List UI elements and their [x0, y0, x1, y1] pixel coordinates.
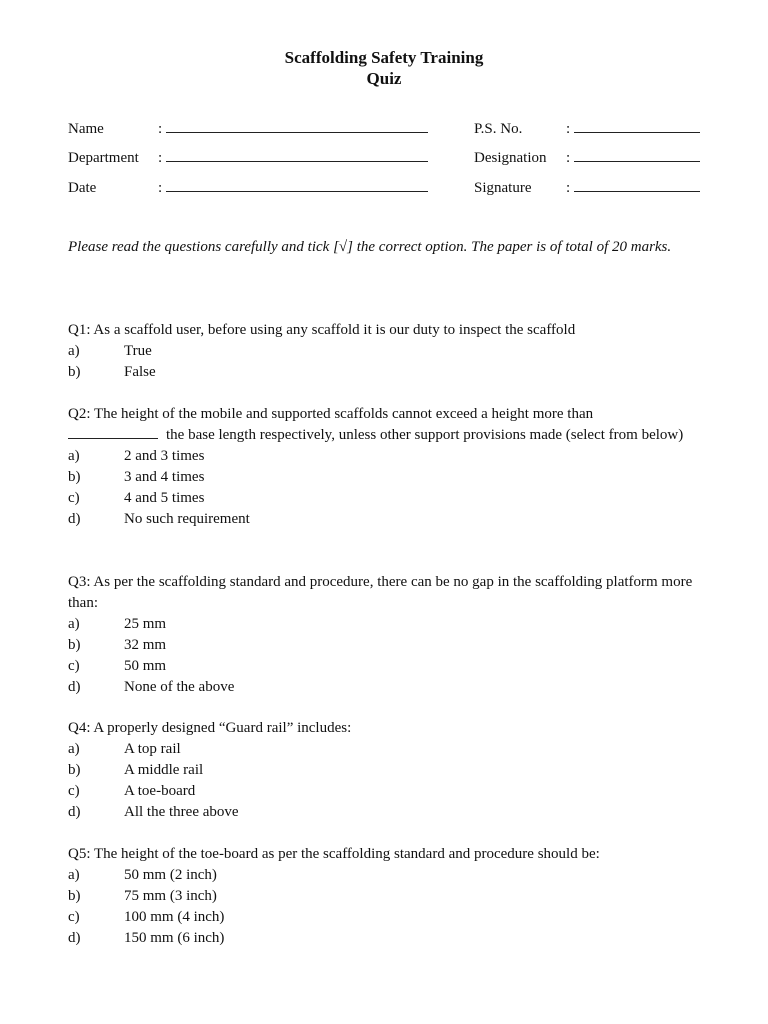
field-label: Date — [68, 180, 97, 196]
option-a[interactable]: a) 25 mm — [68, 616, 167, 632]
question-text: Q4: A properly designed “Guard rail” includes: — [68, 720, 352, 736]
option-c[interactable]: c) 50 mm — [68, 658, 167, 674]
option-d[interactable]: d) 150 mm (6 inch) — [68, 930, 225, 946]
option-c[interactable]: c) 4 and 5 times — [68, 490, 205, 506]
option-b[interactable]: b) 3 and 4 times — [68, 469, 205, 485]
field-separator: : — [158, 150, 163, 166]
question-text: Q1: As a scaffold user, before using any scaffold it is our duty to inspect the scaffold — [68, 322, 576, 338]
option-d[interactable]: d) All the three above — [68, 804, 239, 820]
department-blank-line[interactable] — [166, 149, 428, 162]
field-label: Department — [68, 150, 139, 166]
option-b[interactable]: b) 32 mm — [68, 637, 167, 653]
field-separator: : — [566, 150, 571, 166]
field-separator: : — [566, 121, 571, 137]
designation-blank-line[interactable] — [574, 149, 700, 162]
signature-blank-line[interactable] — [574, 179, 700, 192]
form-field-name — [68, 120, 428, 138]
answer-blank-line[interactable] — [68, 426, 158, 439]
form-field-signature — [474, 179, 700, 197]
question-text: Q5: The height of the toe-board as per the scaffolding standard and procedure should be: — [68, 846, 600, 862]
field-label: Name — [68, 121, 104, 137]
form-field-department — [68, 149, 428, 167]
instructions: Please read the questions carefully and tick [√] the correct option. The paper is of total of 20 marks. — [68, 239, 672, 255]
date-blank-line[interactable] — [166, 179, 428, 192]
question-5 — [68, 844, 708, 949]
field-label: Signature — [474, 180, 532, 196]
option-a[interactable]: a) 50 mm (2 inch) — [68, 867, 217, 883]
option-b[interactable]: b) False — [68, 364, 156, 380]
option-b[interactable]: b) A middle rail — [68, 762, 204, 778]
option-c[interactable]: c) 100 mm (4 inch) — [68, 909, 225, 925]
option-a[interactable]: a) A top rail — [68, 741, 181, 757]
option-a[interactable]: a) 2 and 3 times — [68, 448, 205, 464]
question-1 — [68, 320, 708, 383]
field-separator: : — [158, 121, 163, 137]
form-field-date — [68, 179, 428, 197]
option-d[interactable]: d) No such requirement — [68, 511, 250, 527]
ps-no-blank-line[interactable] — [574, 120, 700, 133]
question-3 — [68, 572, 708, 698]
field-separator: : — [566, 180, 571, 196]
option-c[interactable]: c) A toe-board — [68, 783, 196, 799]
option-b[interactable]: b) 75 mm (3 inch) — [68, 888, 217, 904]
question-text: Q2: The height of the mobile and supported scaffolds cannot exceed a height more than the base length respectively, unless other support provisions made (select from below) — [68, 406, 684, 443]
form-field-designation — [474, 149, 700, 167]
question-2 — [68, 404, 708, 530]
name-blank-line[interactable] — [166, 120, 428, 133]
field-separator: : — [158, 180, 163, 196]
question-4 — [68, 718, 708, 823]
page-title: Scaffolding Safety Training — [284, 48, 484, 67]
form-field-ps-no — [474, 120, 700, 138]
field-label: Designation — [474, 150, 547, 166]
option-d[interactable]: d) None of the above — [68, 679, 235, 695]
page-subtitle: Quiz — [366, 69, 402, 88]
option-a[interactable]: a) True — [68, 343, 152, 359]
field-label: P.S. No. — [474, 121, 523, 137]
question-text: Q3: As per the scaffolding standard and procedure, there can be no gap in the scaffolding platform more than: — [68, 574, 693, 611]
